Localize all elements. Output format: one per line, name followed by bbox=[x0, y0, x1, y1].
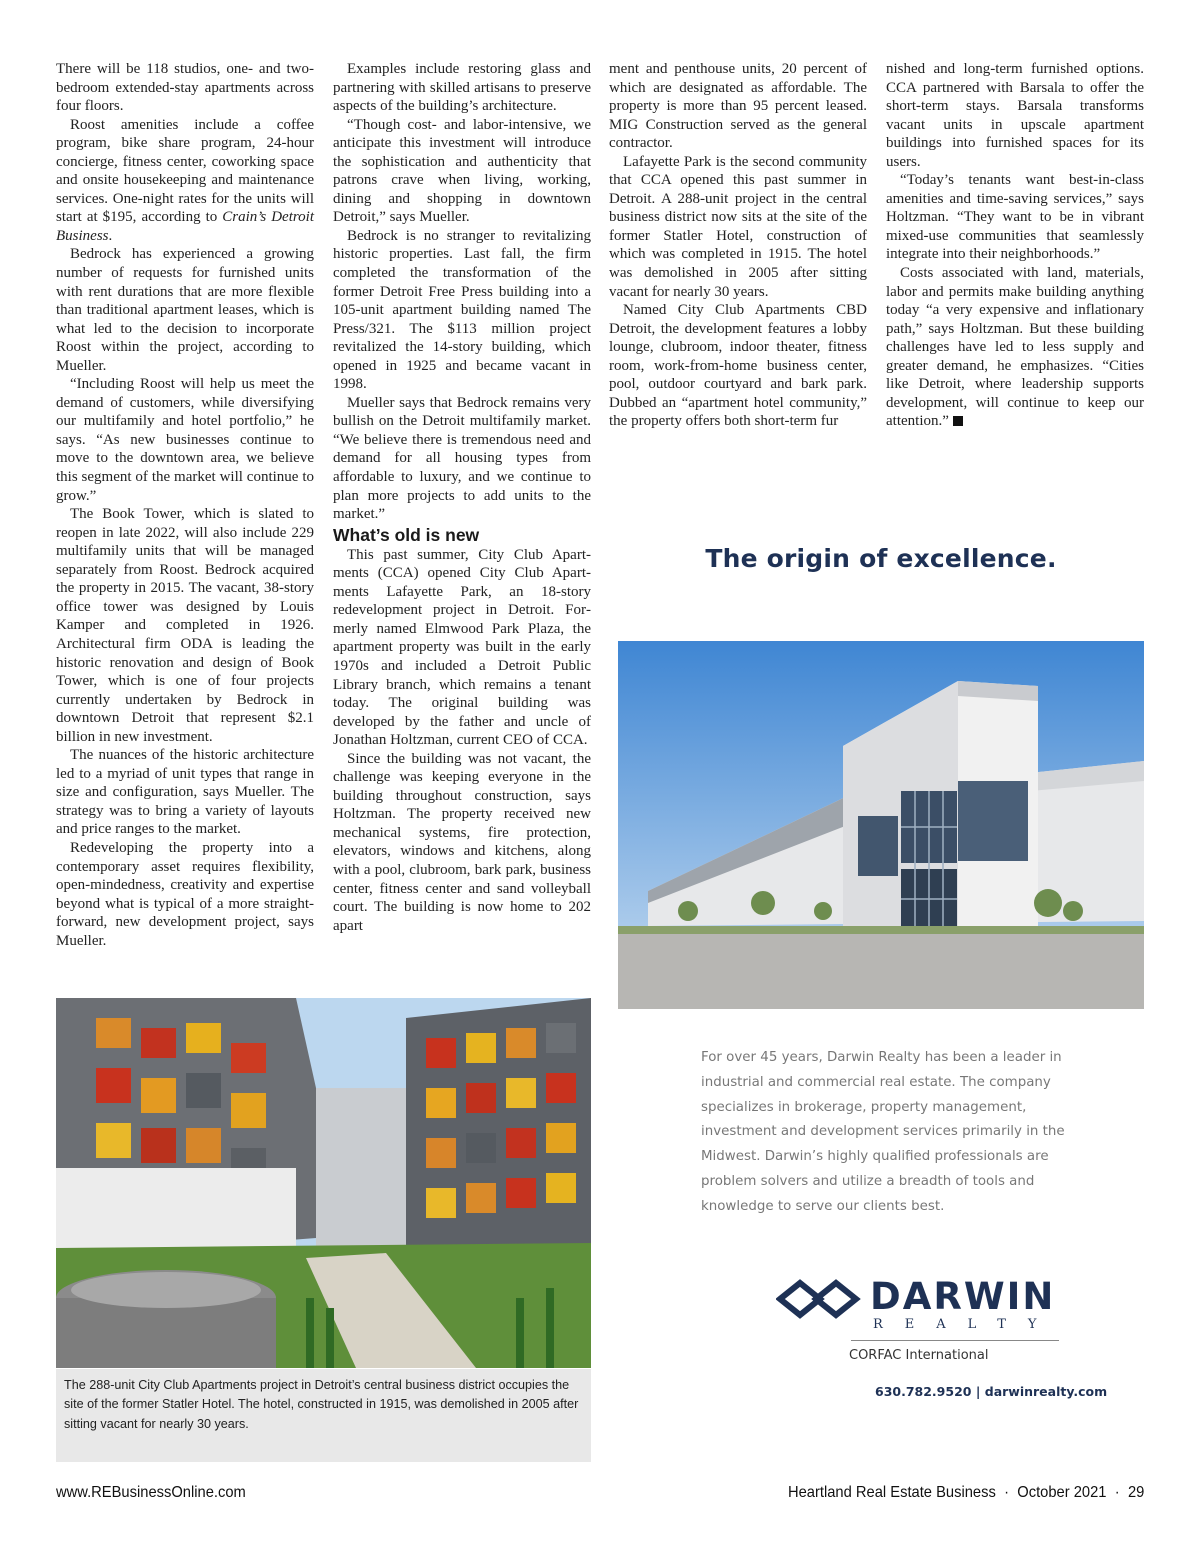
section-subheading: What’s old is new bbox=[333, 524, 480, 545]
paragraph: This past summer, City Club Apartments (CCA) opened City Club Apartments Lafayette Park, an 18-story redevelopment project in Detroit. Formerly named Elmwood Park Plaza, the apartment property was built in the early 1970s and included a Detroit Public Library branch, which remains a tenant today. The original building was developed by the father and uncle of Jonathan Holtzman, current CEO of CCA. bbox=[333, 546, 591, 749]
issue-date: October 2021 bbox=[1016, 1484, 1107, 1501]
paragraph: Named City Club Apartments CBD Detroit, the development features a lobby lounge, clubroom, indoor theater, fitness room, work-from-home business center, pool, outdoor courtyard and bark park. Dubbed an “apartment hotel community,” the property offers both short-term fur bbox=[609, 302, 867, 430]
ad-body-text: For over 45 years, Darwin Realty has been a leader in industrial and commercial real estate. The company specializes in brokerage, property management, investment and development services primarily in the Midwest. Darwin’s highly qualified professionals are problem solvers and utilize a breadth of tools and knowledge to serve our clients best. bbox=[701, 1050, 1065, 1214]
end-of-article-mark bbox=[953, 416, 963, 426]
ad-contact-info[interactable]: 630.782.9520 | darwinrealty.com bbox=[875, 1384, 1108, 1399]
separator: · bbox=[1114, 1484, 1120, 1501]
footer-website-link[interactable]: www.REBusinessOnline.com bbox=[56, 1484, 246, 1501]
paragraph: Examples include restoring glass and partnering with skilled artisans to preserve aspects of the building’s architecture. bbox=[333, 61, 591, 115]
paragraph: There will be 118 studios, one- and two-bedroom extended-stay apartments across four floors. bbox=[56, 61, 314, 115]
paragraph: Redeveloping the property into a contemporary asset requires flexibility, open-mindedness, creativity and expertise beyond what is typical of a more straight-forward, new development project, says Mueller. bbox=[56, 839, 314, 949]
paragraph: The Book Tower, which is slated to reopen in late 2022, will also include 229 multifamily units that will be managed separately from Roost. Bedrock acquired the property in 2015. The vacant, 38-story office tower was designed by Louis Kamper and completed in 1926. Architectural firm ODA is leading the historic renovation and design of Book Tower, which is one of four projects currently undertaken by Bedrock in downtown Detroit that represent $2.1 billion in new investment. bbox=[56, 506, 314, 745]
diamond-logo-icon bbox=[776, 1279, 866, 1319]
article-column-2 bbox=[333, 60, 591, 935]
apartment-courtyard-photo bbox=[56, 998, 591, 1368]
article-column-4 bbox=[886, 60, 1144, 431]
paragraph: nished and long-term furnished options. CCA partnered with Barsala to offer the short-term stays. Barsala transforms vacant units in upscale apartment buildings into furnished spaces for its users. bbox=[886, 61, 1144, 170]
paragraph: ment and penthouse units, 20 percent of which are designated as affordable. The property is more than 95 percent leased. MIG Construction served as the general contractor. bbox=[609, 61, 867, 152]
publication-name: Heartland Real Estate Business bbox=[787, 1484, 996, 1501]
publication-citation: Crain’s Detroit Business bbox=[56, 209, 314, 244]
logo-tagline: CORFAC International bbox=[849, 1348, 989, 1363]
page-number: 29 bbox=[1127, 1484, 1144, 1501]
footer-publication-info bbox=[788, 1484, 1144, 1502]
darwin-realty-logo bbox=[776, 1273, 1066, 1363]
photo-caption: The 288-unit City Club Apartments project in Detroit’s central business district occupies the site of the former Statler Hotel. The hotel, constructed in 1915, was demolished in 2005 after sitting vacant for nearly 30 years. bbox=[56, 1369, 591, 1462]
paragraph: The nuances of the historic architecture led to a myriad of unit types that range in size and configuration, says Mueller. The strategy was to bring a variety of layouts and price ranges to the market. bbox=[56, 747, 314, 838]
article-column-3 bbox=[609, 60, 867, 431]
paragraph: “Today’s tenants want best-in-class amenities and time-saving services,” says Holtzman. “They want to be in vibrant mixed-use communities that seamlessly integrate into their neighborhoods.” bbox=[886, 172, 1144, 263]
paragraph: Costs associated with land, materials, labor and permits make building anything today “a very expensive and inflationary path,” says Holtzman. But these building challenges have led to less supply and greater demand, he emphasizes. “Cities like Detroit, where leadership supports development, will continue to keep our attention.” bbox=[886, 265, 1144, 430]
separator: · bbox=[1003, 1484, 1009, 1501]
article-column-1 bbox=[56, 60, 314, 950]
paragraph: Lafayette Park is the second community that CCA opened this past summer in Detroit. A 288-unit project in the central business district now sits at the site of the former Statler Hotel, construction of which was completed in 1915. The hotel was demolished in 2005 after sitting vacant for nearly 30 years. bbox=[609, 153, 867, 300]
paragraph: “Including Roost will help us meet the demand of customers, while diversifying our multifamily and hotel portfolio,” he says. “As new businesses continue to move to the downtown area, we believe this segment of the market will continue to grow.” bbox=[56, 376, 314, 504]
paragraph: Since the building was not vacant, the challenge was keeping everyone in the building throughout construction, says Holtzman. The property received new mechanical systems, fire protection, elevators, windows and kitchens, along with a pool, clubroom, bark park, business center, fitness center and sand volleyball court. The building is now home to 202 apart bbox=[333, 750, 591, 934]
ad-headline: The origin of excellence. bbox=[705, 544, 1057, 573]
paragraph: Roost amenities include a coffee program, bike share program, 24-hour concierge, fitness center, coworking space and onsite housekeeping and maintenance services. One-night rates for the units will start at $195, according to Crain’s Detroit Business. bbox=[56, 116, 314, 244]
warehouse-photo bbox=[618, 641, 1144, 1009]
paragraph: “Though cost- and labor-intensive, we anticipate this investment will introduce the sophistication and authenticity that patrons crave when living, working, dining and shopping in downtown Detroit,” says Mueller. bbox=[333, 116, 591, 226]
paragraph: Bedrock has experienced a growing number of requests for furnished units with rent durations that are more flexible than traditional apartment leases, which is what led to the decision to incorporate Roost within the project, according to Mueller. bbox=[56, 246, 314, 374]
logo-divider bbox=[851, 1340, 1059, 1341]
logo-wordmark: DARWIN bbox=[870, 1275, 1056, 1318]
paragraph: Bedrock is no stranger to revitalizing historic properties. Last fall, the firm completed the transformation of the former Detroit Free Press building into a 105-unit apartment building named The Press/321. The $113 million project revitalized the 14-story building, which opened in 1925 and became vacant in 1998. bbox=[333, 227, 591, 393]
logo-subtitle: REALTY bbox=[873, 1317, 1059, 1332]
paragraph: Mueller says that Bedrock remains very bullish on the Detroit multifamily market. “We believe there is tremendous need and demand for all housing types from affordable to luxury, and we continue to plan more projects to add units to the market.” bbox=[333, 394, 591, 523]
